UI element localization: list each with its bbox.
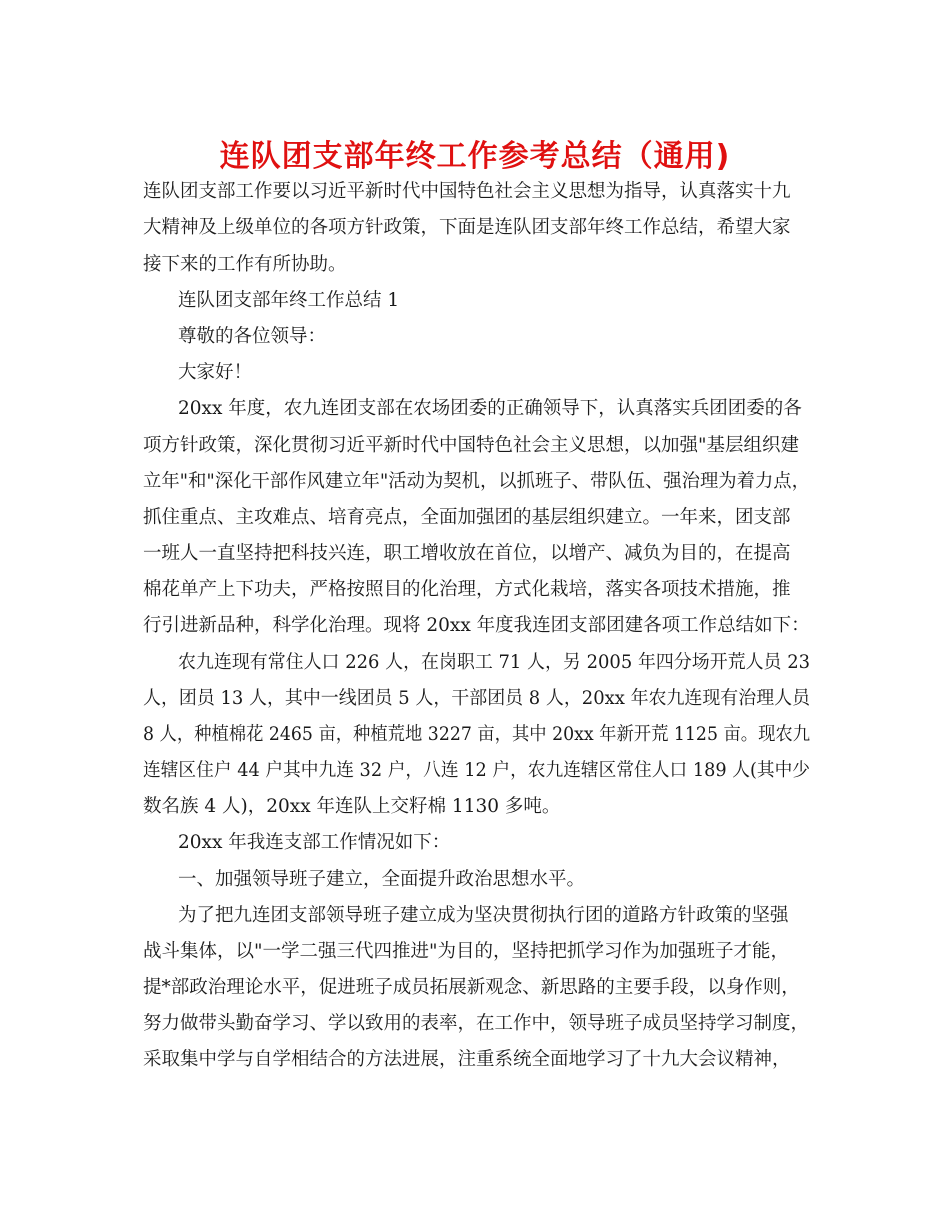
text-line: 为了把九连团支部领导班子建立成为坚决贯彻执行团的道路方针政策的坚强 [178, 905, 789, 926]
section-heading: 一、加强领导班子建立，全面提升政治思想水平。 [178, 869, 586, 890]
text-line: 20xx 年我连支部工作情况如下： [178, 832, 451, 853]
document-title: 连队团支部年终工作参考总结（通用) [219, 139, 731, 174]
text-line: 人，团员 13 人，其中一线团员 5 人，干部团员 8 人，20xx 年农九连现有治理人员 [143, 688, 811, 709]
text-line: 20xx 年度，农九连团支部在农场团委的正确领导下，认真落实兵团团委的各 [178, 398, 802, 419]
text-line: 项方针政策，深化贯彻习近平新时代中国特色社会主义思想，以加强"基层组织建 [143, 435, 800, 456]
salutation: 尊敬的各位领导： [178, 326, 327, 347]
text-line: 立年"和"深化干部作风建立年"活动为契机，以抓班子、带队伍、强治理为着力点， [143, 471, 810, 492]
text-line: 战斗集体，以"一学二强三代四推进"为目的，坚持把抓学习作为加强班子才能， [143, 941, 790, 962]
text-line: 行引进新品种，科学化治理。现将 20xx 年度我连团支部团建各项工作总结如下： [143, 615, 810, 636]
greeting: 大家好！ [178, 362, 253, 383]
text-line: 抓住重点、主攻难点、培育亮点，全面加强团的基层组织建立。一年来，团支部 [143, 507, 791, 528]
text-line: 数名族 4 人)，20xx 年连队上交籽棉 1130 多吨。 [143, 796, 561, 817]
text-line: 棉花单产上下功夫，严格按照目的化治理，方式化栽培，落实各项技术措施，推 [143, 579, 791, 600]
text-line: 一班人一直坚持把科技兴连，职工增收放在首位，以增产、减负为目的，在提高 [143, 543, 791, 564]
text-line: 连队团支部工作要以习近平新时代中国特色社会主义思想为指导，认真落实十九 [143, 181, 791, 202]
text-line: 8 人，种植棉花 2465 亩，种植荒地 3227 亩，其中 20xx 年新开荒 1125 亩。现农九 [143, 724, 811, 745]
section-heading: 连队团支部年终工作总结 1 [178, 290, 400, 311]
text-line: 提*部政治理论水平，促进班子成员拓展新观念、新思路的主要手段，以身作则， [143, 977, 800, 998]
text-line: 努力做带头勤奋学习、学以致用的表率，在工作中，领导班子成员坚持学习制度， [143, 1013, 810, 1034]
text-line: 农九连现有常住人口 226 人，在岗职工 71 人，另 2005 年四分场开荒人员 23 [178, 652, 811, 673]
text-line: 采取集中学与自学相结合的方法进展，注重系统全面地学习了十九大会议精神， [143, 1049, 791, 1070]
text-line: 连辖区住户 44 户其中九连 32 户，八连 12 户，农九连辖区常住人口 189 人(其中少 [143, 760, 811, 781]
text-line: 接下来的工作有所协助。 [143, 254, 347, 275]
text-line: 大精神及上级单位的各项方针政策，下面是连队团支部年终工作总结，希望大家 [143, 217, 791, 238]
